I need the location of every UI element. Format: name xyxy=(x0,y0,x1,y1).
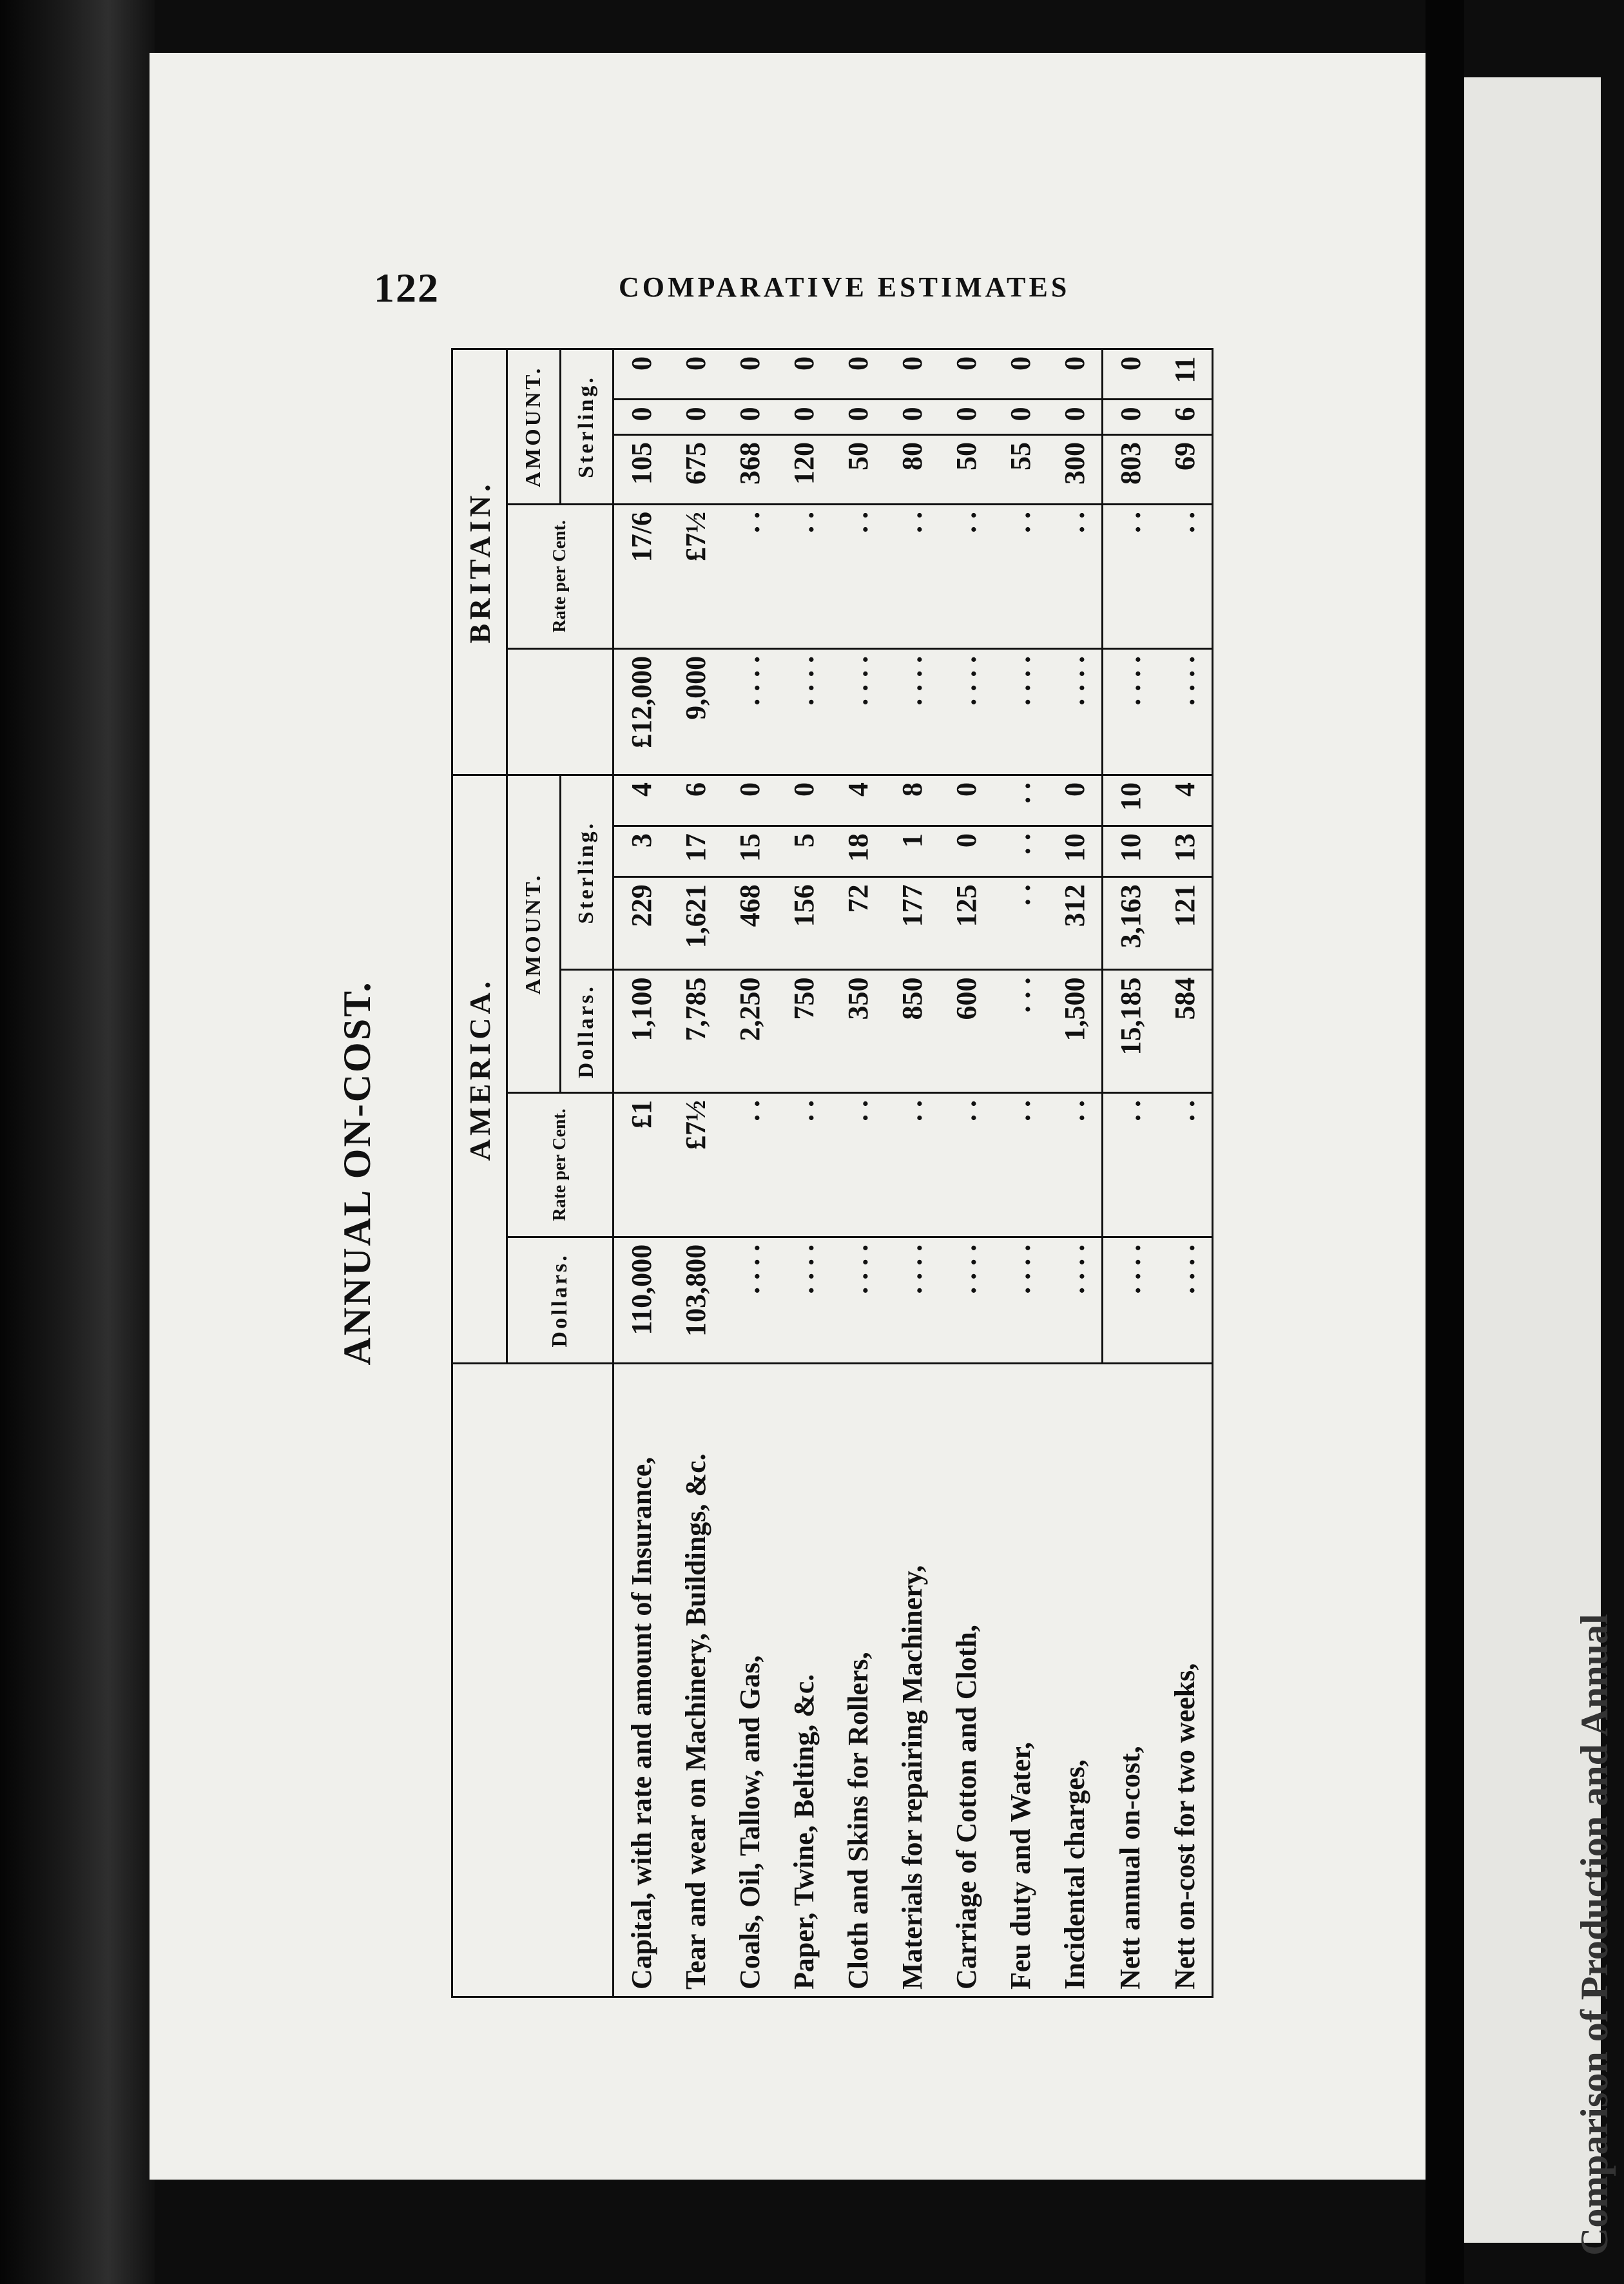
cell-br-d: 0 xyxy=(885,349,939,400)
cell-br-value: £12,000 xyxy=(614,648,669,775)
cell-br-l: 50 xyxy=(831,435,885,505)
cell-label: Cloth and Skins for Rollers, xyxy=(831,1364,885,1997)
cell-br-rate: £7½ xyxy=(668,504,722,648)
cell-label: Materials for repairing Machinery, xyxy=(885,1364,939,1997)
table-row xyxy=(885,349,939,1997)
britain-rate-header: Rate per Cent. xyxy=(507,504,614,648)
cell-am-rate: . . xyxy=(1157,1093,1213,1237)
america-amount-header: AMOUNT. xyxy=(507,775,561,1092)
cell-am-rate: . . xyxy=(993,1093,1047,1237)
table-row xyxy=(1047,349,1103,1997)
cell-am-rate: . . xyxy=(939,1093,993,1237)
cell-am-d: 10 xyxy=(1103,775,1158,826)
cell-am-rate: . . xyxy=(722,1093,777,1237)
cell-am-dollars: 110,000 xyxy=(614,1237,669,1363)
cell-am-dollars: . . . . xyxy=(885,1237,939,1363)
cell-am-rate: £1 xyxy=(614,1093,669,1237)
cell-am-amt-dollars: . . . xyxy=(993,970,1047,1093)
cell-br-s: 0 xyxy=(885,400,939,435)
cell-am-amt-dollars: 15,185 xyxy=(1103,970,1158,1093)
cell-am-dollars: . . . . xyxy=(777,1237,831,1363)
cell-am-l: 468 xyxy=(722,877,777,970)
cell-br-d: 0 xyxy=(1103,349,1158,400)
cell-br-value: . . . . xyxy=(1103,648,1158,775)
cell-am-d: 4 xyxy=(614,775,669,826)
cell-br-l: 105 xyxy=(614,435,669,505)
rotated-table-region xyxy=(336,348,1263,1998)
cell-br-rate: . . xyxy=(1103,504,1158,648)
page-number: 122 xyxy=(374,265,440,311)
cell-br-l: 69 xyxy=(1157,435,1213,505)
cell-br-l: 368 xyxy=(722,435,777,505)
table-row xyxy=(1103,349,1158,1997)
cell-am-s: 17 xyxy=(668,826,722,877)
cell-am-amt-dollars: 850 xyxy=(885,970,939,1093)
cell-label: Feu duty and Water, xyxy=(993,1364,1047,1997)
cell-br-d: 0 xyxy=(1047,349,1103,400)
cell-am-dollars: . . . . xyxy=(1157,1237,1213,1363)
cell-br-rate: . . xyxy=(1047,504,1103,648)
cell-am-dollars: . . . . xyxy=(939,1237,993,1363)
cell-am-amt-dollars: 750 xyxy=(777,970,831,1093)
cell-am-d: . . xyxy=(993,775,1047,826)
cell-br-value: . . . . xyxy=(939,648,993,775)
cell-br-d: 0 xyxy=(993,349,1047,400)
cell-br-rate: . . xyxy=(1157,504,1213,648)
america-sterling-header: Sterling. xyxy=(560,775,614,969)
running-head: COMPARATIVE ESTIMATES xyxy=(619,271,1070,303)
cell-am-l: 229 xyxy=(614,877,669,970)
cell-am-d: 4 xyxy=(831,775,885,826)
cell-am-amt-dollars: 600 xyxy=(939,970,993,1093)
cell-am-s: 5 xyxy=(777,826,831,877)
cell-am-s: 0 xyxy=(939,826,993,877)
table-body xyxy=(614,349,1213,1997)
cell-br-d: 11 xyxy=(1157,349,1213,400)
cell-br-l: 300 xyxy=(1047,435,1103,505)
america-rate-header: Rate per Cent. xyxy=(507,1093,614,1237)
britain-header: BRITAIN. xyxy=(452,349,507,775)
cell-label: Capital, with rate and amount of Insurance, xyxy=(614,1364,669,1997)
table-row xyxy=(722,349,777,1997)
cell-br-rate: . . xyxy=(722,504,777,648)
cell-br-d: 0 xyxy=(777,349,831,400)
table-row xyxy=(777,349,831,1997)
cell-am-s: 10 xyxy=(1047,826,1103,877)
cell-am-rate: £7½ xyxy=(668,1093,722,1237)
on-cost-table xyxy=(451,348,1213,1998)
cell-br-d: 0 xyxy=(831,349,885,400)
cell-br-d: 0 xyxy=(668,349,722,400)
cell-am-dollars: . . . . xyxy=(831,1237,885,1363)
cell-br-s: 0 xyxy=(1103,400,1158,435)
table-row xyxy=(939,349,993,1997)
cell-am-s: 18 xyxy=(831,826,885,877)
cell-am-dollars: . . . . xyxy=(1103,1237,1158,1363)
cell-am-d: 8 xyxy=(885,775,939,826)
facing-page-heading-fragment xyxy=(1572,1547,1624,2256)
cell-br-s: 0 xyxy=(1047,400,1103,435)
cell-am-l: 125 xyxy=(939,877,993,970)
cell-label: Carriage of Cotton and Cloth, xyxy=(939,1364,993,1997)
table-row xyxy=(831,349,885,1997)
cell-br-d: 0 xyxy=(614,349,669,400)
britain-sterling-header: Sterling. xyxy=(560,349,614,505)
cell-br-value: . . . . xyxy=(1047,648,1103,775)
britain-amount-header: AMOUNT. xyxy=(507,349,561,505)
cell-br-rate: . . xyxy=(885,504,939,648)
cell-label: Paper, Twine, Belting, &c. xyxy=(777,1364,831,1997)
cell-br-value: . . . . xyxy=(777,648,831,775)
cell-am-dollars: . . . . xyxy=(1047,1237,1103,1363)
cell-am-s: 13 xyxy=(1157,826,1213,877)
cell-am-dollars: . . . . xyxy=(993,1237,1047,1363)
cell-am-dollars: . . . . xyxy=(722,1237,777,1363)
cell-label: Tear and wear on Machinery, Buildings, &c. xyxy=(668,1364,722,1997)
cell-am-rate: . . xyxy=(1047,1093,1103,1237)
cell-br-d: 0 xyxy=(722,349,777,400)
cell-br-rate: . . xyxy=(993,504,1047,648)
cell-label: Nett annual on-cost, xyxy=(1103,1364,1158,1997)
cell-br-s: 0 xyxy=(614,400,669,435)
america-dollars-header: Dollars. xyxy=(507,1237,614,1363)
cell-br-s: 0 xyxy=(722,400,777,435)
facing-page-text: Comparison of Production and Annual xyxy=(1573,1614,1616,2256)
cell-br-value: . . . . xyxy=(722,648,777,775)
cell-label: Incidental charges, xyxy=(1047,1364,1103,1997)
cell-am-d: 0 xyxy=(722,775,777,826)
cell-am-l: 1,621 xyxy=(668,877,722,970)
cell-br-l: 80 xyxy=(885,435,939,505)
cell-am-s: . . xyxy=(993,826,1047,877)
cell-am-amt-dollars: 2,250 xyxy=(722,970,777,1093)
cell-label: Coals, Oil, Tallow, and Gas, xyxy=(722,1364,777,1997)
cell-am-s: 3 xyxy=(614,826,669,877)
cell-am-rate: . . xyxy=(777,1093,831,1237)
cell-br-s: 0 xyxy=(668,400,722,435)
cell-am-s: 10 xyxy=(1103,826,1158,877)
cell-br-d: 0 xyxy=(939,349,993,400)
cell-br-s: 0 xyxy=(777,400,831,435)
table-title: ANNUAL ON-COST. xyxy=(336,980,378,1366)
cell-am-l: 177 xyxy=(885,877,939,970)
america-amount-dollars-header: Dollars. xyxy=(560,970,614,1093)
britain-value-header xyxy=(507,648,614,775)
cell-br-rate: . . xyxy=(777,504,831,648)
cell-am-d: 4 xyxy=(1157,775,1213,826)
book-spine-shadow xyxy=(0,0,155,2284)
table-row xyxy=(1157,349,1213,1997)
label-column-header xyxy=(452,1364,614,1997)
cell-am-amt-dollars: 584 xyxy=(1157,970,1213,1093)
cell-am-l: 121 xyxy=(1157,877,1213,970)
cell-br-value: . . . . xyxy=(831,648,885,775)
cell-am-d: 0 xyxy=(939,775,993,826)
cell-br-s: 6 xyxy=(1157,400,1213,435)
cell-br-rate: 17/6 xyxy=(614,504,669,648)
cell-br-rate: . . xyxy=(831,504,885,648)
cell-br-s: 0 xyxy=(831,400,885,435)
cell-am-d: 6 xyxy=(668,775,722,826)
cell-am-amt-dollars: 1,100 xyxy=(614,970,669,1093)
cell-am-amt-dollars: 1,500 xyxy=(1047,970,1103,1093)
cell-br-value: 9,000 xyxy=(668,648,722,775)
cell-br-s: 0 xyxy=(939,400,993,435)
cell-br-l: 120 xyxy=(777,435,831,505)
america-header: AMERICA. xyxy=(452,775,507,1363)
cell-am-rate: . . xyxy=(885,1093,939,1237)
cell-br-value: . . . . xyxy=(1157,648,1213,775)
cell-label: Nett on-cost for two weeks, xyxy=(1157,1364,1213,1997)
cell-br-l: 55 xyxy=(993,435,1047,505)
table-row xyxy=(614,349,669,1997)
cell-am-d: 0 xyxy=(777,775,831,826)
cell-am-l: 3,163 xyxy=(1103,877,1158,970)
table-row xyxy=(993,349,1047,1997)
cell-am-amt-dollars: 7,785 xyxy=(668,970,722,1093)
cell-am-dollars: 103,800 xyxy=(668,1237,722,1363)
cell-br-l: 50 xyxy=(939,435,993,505)
cell-br-l: 803 xyxy=(1103,435,1158,505)
cell-br-value: . . . . xyxy=(885,648,939,775)
cell-am-l: 312 xyxy=(1047,877,1103,970)
cell-br-value: . . . . xyxy=(993,648,1047,775)
cell-am-amt-dollars: 350 xyxy=(831,970,885,1093)
cell-am-l: 72 xyxy=(831,877,885,970)
cell-am-rate: . . xyxy=(1103,1093,1158,1237)
cell-am-l: . . xyxy=(993,877,1047,970)
cell-br-l: 675 xyxy=(668,435,722,505)
cell-am-rate: . . xyxy=(831,1093,885,1237)
cell-am-s: 15 xyxy=(722,826,777,877)
cell-br-rate: . . xyxy=(939,504,993,648)
cell-am-l: 156 xyxy=(777,877,831,970)
cell-br-s: 0 xyxy=(993,400,1047,435)
table-row xyxy=(668,349,722,1997)
cell-am-d: 0 xyxy=(1047,775,1103,826)
page-gutter xyxy=(1426,0,1464,2284)
cell-am-s: 1 xyxy=(885,826,939,877)
